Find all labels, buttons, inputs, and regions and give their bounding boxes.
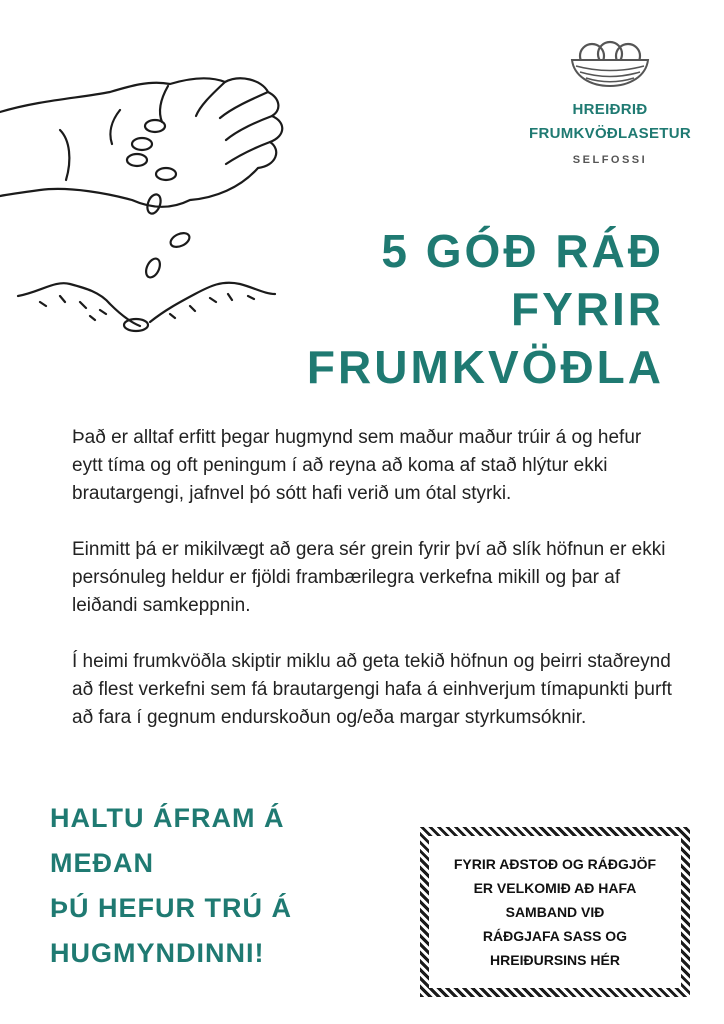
contact-line5: HREIÐURSINS HÉR [490, 952, 620, 968]
cta-line1: HALTU ÁFRAM Á [50, 803, 285, 833]
logo-name-line1: HREIÐRIÐ [572, 101, 648, 118]
body-text [72, 424, 672, 760]
title-line1: 5 GÓÐ RÁÐ [381, 225, 664, 277]
logo [520, 40, 700, 166]
hand-coins-illustration [0, 70, 290, 340]
contact-line2: ER VELKOMIÐ AÐ HAFA [473, 880, 637, 896]
title-line2: FYRIR [511, 283, 664, 335]
cta-line3: ÞÚ HEFUR TRÚ Á [50, 893, 292, 923]
page-title [284, 222, 664, 396]
paragraph-3: Í heimi frumkvöðla skiptir miklu að geta tekið höfnun og þeirri staðreynd að flest verkefni sem fá brautargengi hafa á einhverjum tímapunkti þurft að fara í gegnum endurskoðun og/eða margar styrkumsóknir. [72, 651, 672, 728]
logo-name-line2: FRUMKVÖÐLASETUR [529, 125, 691, 142]
title-line3: FRUMKVÖÐLA [306, 341, 664, 393]
call-to-action [50, 796, 350, 976]
contact-text [440, 852, 670, 972]
paragraph-2: Einmitt þá er mikilvægt að gera sér grein fyrir því að slík höfnun er ekki persónuleg heldur er fjöldi frambærilegra verkefna mikill og þar af leiðandi samkeppnin. [72, 539, 666, 616]
contact-box[interactable] [420, 827, 690, 997]
logo-name [520, 98, 700, 146]
cta-line4: HUGMYNDINNI! [50, 938, 265, 968]
contact-line4: RÁÐGJAFA SASS OG [482, 928, 628, 944]
cta-line2: MEÐAN [50, 848, 154, 878]
paragraph-1: Það er alltaf erfitt þegar hugmynd sem maður maður trúir á og hefur eytt tíma og oft peningum í að reyna að koma af stað hlýtur ekki brautargengi, jafnvel þó sótt hafi verið um ótal styrki. [72, 427, 642, 504]
nest-eggs-icon [568, 40, 652, 88]
contact-line3: SAMBAND VIÐ [505, 904, 605, 920]
logo-city: SELFOSSI [572, 154, 648, 166]
contact-line1: FYRIR AÐSTOÐ OG RÁÐGJÖF [453, 856, 657, 872]
